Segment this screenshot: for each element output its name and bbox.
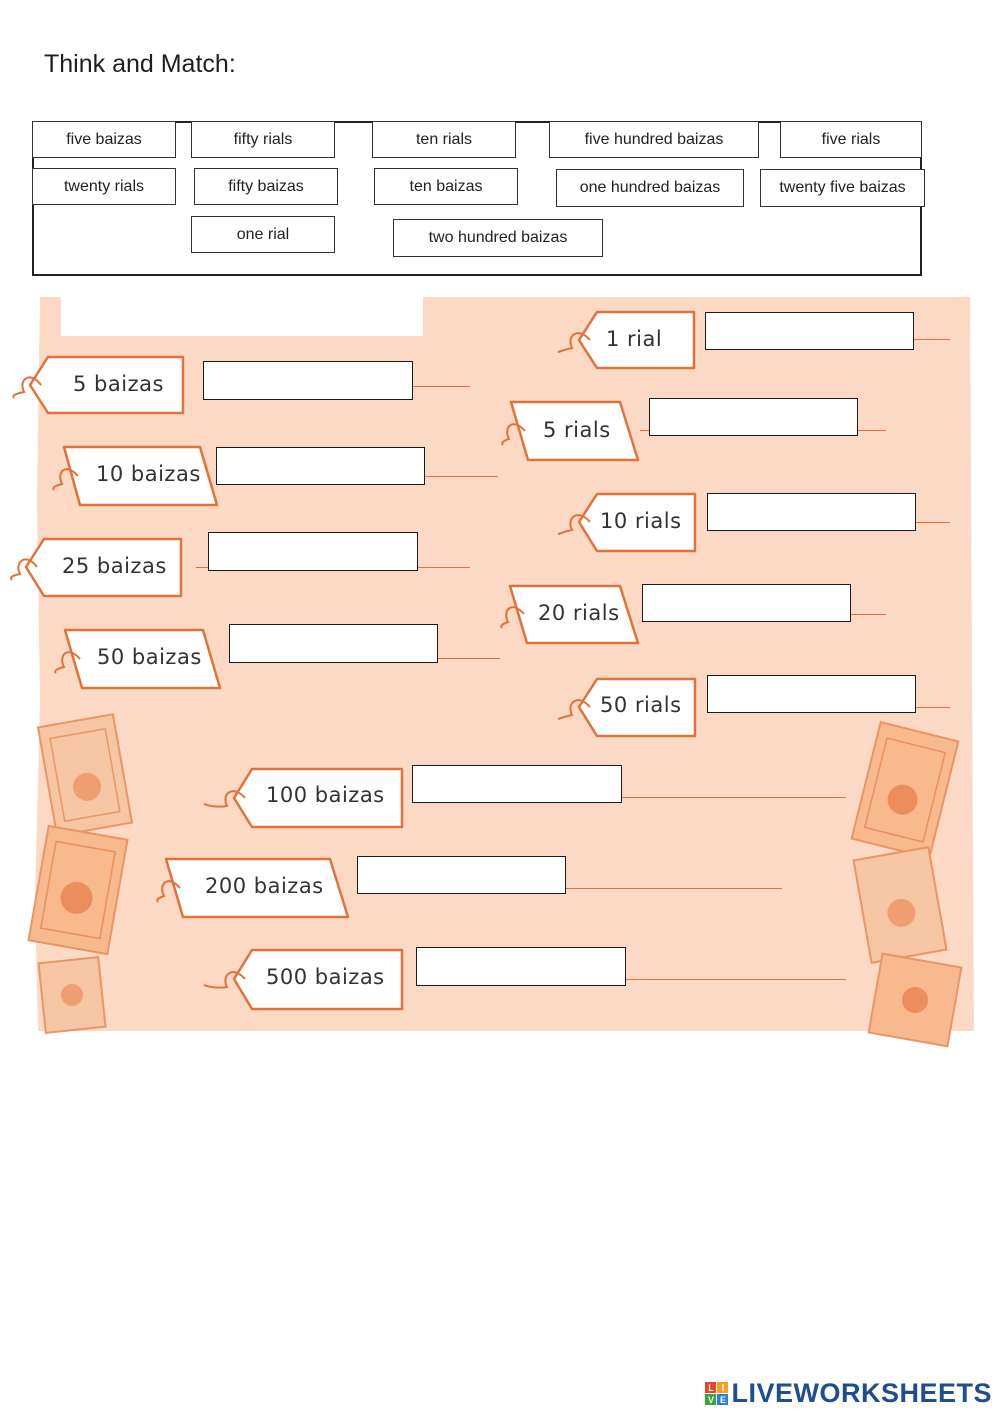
answer-box[interactable] (707, 493, 916, 531)
liveworksheets-logo (705, 1378, 992, 1409)
word-card[interactable]: twenty rials (32, 168, 176, 205)
banknote-right-3 (869, 954, 962, 1047)
answer-box[interactable] (707, 675, 916, 713)
price-tag-label: 10 baizas (96, 462, 201, 486)
logo-letter: I (717, 1382, 728, 1393)
price-tag-label: 50 baizas (97, 645, 202, 669)
price-tag-label: 50 rials (600, 693, 682, 717)
answer-box[interactable] (203, 361, 413, 400)
word-card[interactable]: five rials (780, 121, 922, 158)
word-card[interactable]: ten rials (372, 121, 516, 158)
connector-line (626, 979, 846, 980)
connector-line (851, 614, 886, 615)
price-tag-label: 20 rials (538, 601, 620, 625)
connector-line (425, 476, 498, 477)
answer-box[interactable] (649, 398, 858, 436)
connector-line (418, 567, 470, 568)
word-card[interactable]: twenty five baizas (760, 169, 925, 207)
answer-box[interactable] (705, 312, 914, 350)
connector-line (196, 567, 208, 568)
answer-box[interactable] (216, 447, 425, 485)
price-tag-label: 10 rials (600, 509, 682, 533)
price-tag-label: 500 baizas (266, 965, 385, 989)
word-card[interactable]: fifty rials (191, 121, 335, 158)
answer-box[interactable] (416, 947, 626, 986)
price-tag-label: 5 rials (543, 418, 611, 442)
connector-line (413, 386, 470, 387)
logo-text: LIVEWORKSHEETS (731, 1378, 992, 1408)
word-card[interactable]: ten baizas (374, 168, 518, 205)
page-title: Think and Match: (44, 50, 236, 78)
connector-line (916, 707, 950, 708)
word-card[interactable]: one rial (191, 216, 335, 253)
banknote-left-3 (39, 957, 106, 1033)
connector-line (622, 797, 846, 798)
answer-box[interactable] (412, 765, 622, 803)
logo-letter: L (705, 1382, 716, 1393)
answer-box[interactable] (642, 584, 851, 622)
answer-box[interactable] (208, 532, 418, 571)
price-tag-label: 100 baizas (266, 783, 385, 807)
logo-letter: V (705, 1394, 716, 1405)
word-card[interactable]: five hundred baizas (549, 121, 759, 158)
answer-box[interactable] (229, 624, 438, 663)
answer-box[interactable] (357, 856, 566, 894)
connector-line (438, 658, 500, 659)
word-card[interactable]: fifty baizas (194, 168, 338, 205)
connector-line (640, 430, 649, 431)
top-white-patch (61, 297, 423, 336)
connector-line (916, 522, 950, 523)
price-tag-label: 200 baizas (205, 874, 324, 898)
price-tag-label: 25 baizas (62, 554, 167, 578)
connector-line (914, 339, 950, 340)
connector-line (566, 888, 782, 889)
connector-line (858, 430, 886, 431)
logo-mark-icon (705, 1382, 728, 1405)
word-card[interactable]: two hundred baizas (393, 219, 603, 257)
word-card[interactable]: one hundred baizas (556, 169, 744, 207)
price-tag-label: 5 baizas (73, 372, 164, 396)
price-tag-label: 1 rial (606, 327, 663, 351)
word-card[interactable]: five baizas (32, 121, 176, 158)
logo-letter: E (717, 1394, 728, 1405)
